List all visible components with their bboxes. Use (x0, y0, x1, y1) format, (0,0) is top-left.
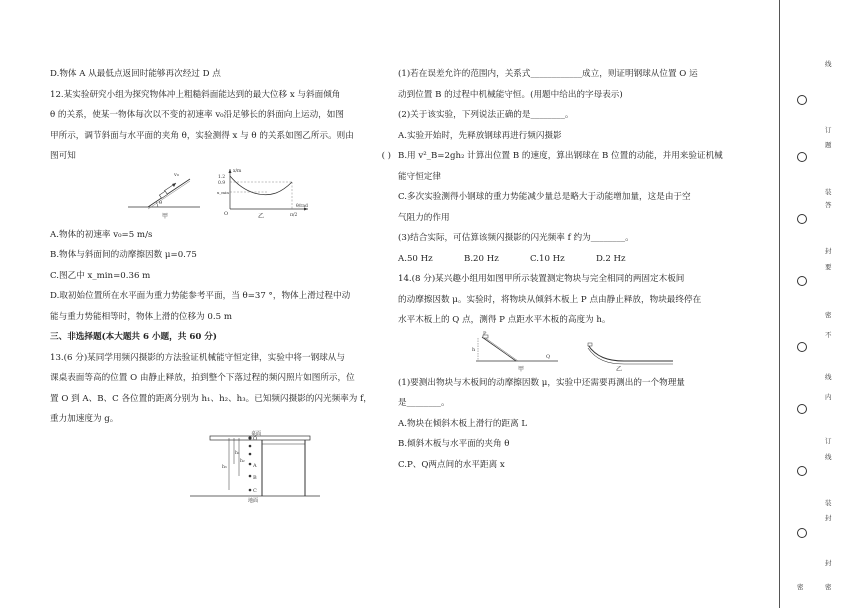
svg-text:C: C (253, 487, 257, 494)
margin-char: 封 (825, 514, 832, 522)
margin-char: 密 (797, 583, 804, 591)
margin-char: 订 (825, 126, 832, 134)
svg-text:O: O (224, 210, 229, 217)
q14-option-b: B.倾斜木板与水平面的夹角 θ (398, 439, 510, 449)
svg-text:桌面: 桌面 (251, 430, 262, 437)
x-theta-graph (217, 168, 308, 220)
svg-text:甲: 甲 (518, 365, 525, 373)
q14-figure (398, 331, 770, 373)
margin-char: 封 (825, 247, 832, 255)
incline-diagram (128, 172, 200, 220)
svg-text:地面: 地面 (248, 497, 259, 504)
q13-part2-option-c: C.多次实验测得小钢球的重力势能减少量总是略大于动能增加量，这是由于空 (398, 192, 691, 202)
binding-hole-icon (797, 95, 807, 105)
q12-option-c: C.图乙中 x_min=0.36 m (50, 270, 151, 281)
svg-text:v₀: v₀ (174, 171, 179, 178)
q13-part2-option-c-cont: 气阻力的作用 (398, 212, 450, 223)
svg-text:h₂: h₂ (240, 458, 245, 464)
left-column (50, 64, 391, 504)
section-title: 三、非选择题(本大题共 6 小题，共 60 分) (50, 332, 217, 342)
binding-hole-icon (797, 214, 807, 224)
q12-option-b: B.物体与斜面间的动摩擦因数 μ=0.75 (50, 250, 197, 260)
q13-stem-1: 13.(6 分)某同学用频闪摄影的方法验证机械能守恒定律，实验中将一钢球从与 (50, 352, 345, 363)
binding-hole-icon (797, 276, 807, 286)
margin-char: 答 (825, 201, 832, 209)
q12-stem-3: 甲所示，调节斜面与水平面的夹角 θ，实验测得 x 与 θ 的关系如图乙所示。则由 (50, 130, 354, 141)
q12-stem-1: 12.某实验研究小组为探究物体冲上粗糙斜面能达到的最大位移 x 与斜面倾角 (50, 89, 341, 100)
caption-jia: 甲 (162, 212, 169, 220)
margin-char: 密 (825, 311, 832, 319)
binding-line (779, 0, 780, 608)
q12-figure (50, 167, 385, 225)
q14-part1-a: (1)要测出物块与木板间的动摩擦因数 μ，实验中还需要再测出的一个物理量 (398, 377, 685, 388)
svg-text:P: P (483, 330, 487, 337)
q12-option-d: D.取初始位置所在水平面为重力势能参考平面，当 θ=37 °，物体上滑过程中动 (50, 291, 351, 301)
svg-text:1.2: 1.2 (218, 174, 226, 180)
svg-text:θ: θ (159, 199, 163, 206)
q13-part2-option-a: A.实验开始时，先释放钢球再进行频闪摄影 (398, 130, 562, 141)
q14-stem-2: 的动摩擦因数 μ。实验时，将物块从倾斜木板上 P 点由静止释放，物块最终停在 (398, 294, 702, 305)
margin-char: 不 (825, 331, 832, 339)
margin-char: 订 (825, 437, 832, 445)
svg-text:x/m: x/m (233, 168, 242, 174)
q12-stem-2: θ 的关系，使某一物体每次以不变的初速率 v₀沿足够长的斜面向上运动，如图 (50, 110, 344, 120)
freq-option-d: D.2 Hz (596, 253, 626, 264)
binding-hole-icon (797, 342, 807, 352)
q13-part1-a: (1)若在误差允许的范围内，关系式____________成立，则证明钢球从位置 O 运 (398, 69, 698, 79)
svg-text:h: h (472, 346, 476, 353)
frequency-options (398, 249, 770, 270)
margin-char: 要 (825, 263, 832, 271)
q12-stem-4: 图可知 ( ) (50, 146, 385, 167)
q11-option-d: D.物体 A 从最低点返回时能够再次经过 D 点 (50, 69, 221, 79)
freq-option-a: A.50 Hz (398, 253, 433, 264)
q12-option-d-cont: 能与重力势能相等时，物体上滑的位移为 0.5 m (50, 311, 232, 322)
q14-part1-b: 是________。 (398, 398, 450, 408)
svg-text:h₁: h₁ (235, 450, 240, 456)
q12-option-a: A.物体的初速率 v₀=5 m/s (50, 229, 153, 240)
svg-text:0.9: 0.9 (218, 180, 226, 186)
svg-text:h₃: h₃ (222, 464, 227, 470)
svg-text:x_min: x_min (217, 189, 229, 195)
margin-char: 线 (825, 60, 832, 68)
margin-char: 内 (825, 393, 832, 401)
freq-option-b: B.20 Hz (464, 253, 499, 264)
svg-text:π/2: π/2 (290, 212, 298, 218)
q13-part2-option-b: B.用 v²_B=2gh₂ 计算出位置 B 的速度，算出钢球在 B 位置的动能，并用来验证机械 (398, 151, 723, 161)
answer-bracket: ( ) (381, 151, 391, 161)
q13-stem-2: 课桌表面等高的位置 O 由静止释放，拍到整个下落过程的频闪照片如图所示，位 (50, 373, 355, 383)
margin-char: 装 (825, 499, 832, 507)
margin-char: 封 (825, 559, 832, 567)
binding-hole-icon (797, 404, 807, 414)
q14-option-a: A.物块在倾斜木板上滑行的距离 L (398, 418, 528, 429)
margin-char: 题 (825, 141, 832, 149)
q14-figure-svg (398, 331, 770, 373)
q14-option-c: C.P、Q两点间的水平距离 x (398, 459, 505, 470)
right-column (398, 64, 770, 475)
q13-stem-4: 重力加速度为 g。 (50, 414, 119, 424)
q13-part1-b: 动到位置 B 的过程中机械能守恒。(用题中给出的字母表示) (398, 89, 623, 100)
binding-hole-icon (797, 528, 807, 538)
q13-part2: (2)关于该实验，下列说法正确的是________。 (398, 110, 574, 120)
q12-figure-svg (50, 167, 385, 225)
q13-stem-3: 置 O 到 A、B、C 各位置的距离分别为 h₁、h₂、h₃。已知频闪摄影的闪光频率为 f， (50, 393, 372, 404)
margin-char: 装 (825, 188, 832, 196)
binding-hole-icon (797, 466, 807, 476)
svg-text:O: O (253, 435, 258, 442)
svg-text:B: B (253, 474, 257, 481)
svg-text:A: A (253, 462, 257, 469)
margin-char: 密 (825, 583, 832, 591)
binding-margin (783, 0, 860, 608)
q13-part2-option-b-cont: 能守恒定律 (398, 171, 441, 182)
margin-char: 线 (825, 453, 832, 461)
q14-stem-3: 水平木板上的 Q 点，测得 P 点距水平木板的高度为 h。 (398, 315, 611, 325)
svg-text:θ/rad: θ/rad (296, 203, 308, 209)
q13-figure-svg (50, 430, 385, 504)
svg-text:乙: 乙 (616, 365, 623, 373)
margin-char: 线 (825, 373, 832, 381)
q13-figure (50, 430, 385, 504)
q13-part3: (3)结合实际，可估算该频闪摄影的闪光频率 f 约为________。 (398, 233, 634, 243)
svg-text:Q: Q (546, 353, 551, 360)
q14-stem-1: 14.(8 分)某兴趣小组用如图甲所示装置测定物块与完全相同的两固定木板间 (398, 274, 685, 284)
caption-yi: 乙 (258, 212, 265, 220)
freq-option-c: C.10 Hz (530, 253, 565, 264)
binding-hole-icon (797, 152, 807, 162)
